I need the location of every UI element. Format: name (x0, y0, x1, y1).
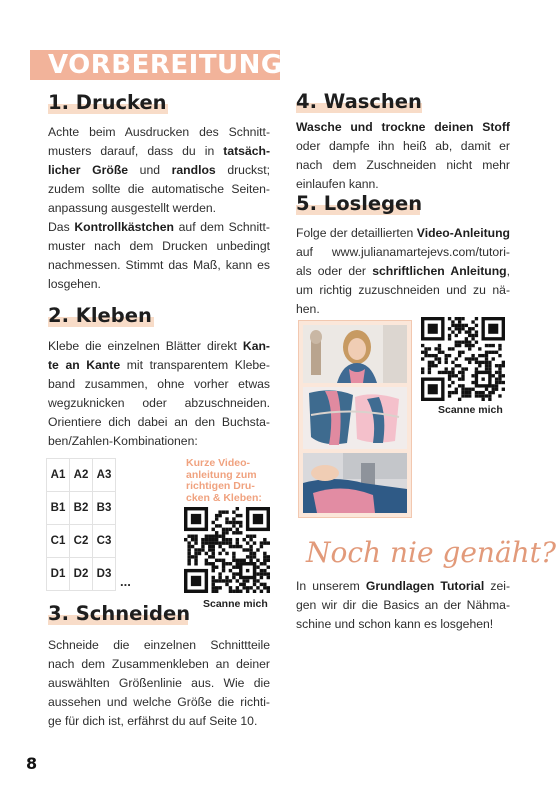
grid-cell: B3 (93, 492, 116, 525)
script-text: Noch nie genäht? (306, 536, 556, 569)
heading-loslegen: 5. Loslegen (296, 192, 423, 215)
text-drucken: Achte beim Ausdrucken des Schnitt- musters darauf, dass du in tatsäch- licher Größe und randlos druckst; zudem sollte die automatische Seiten- anpassung ausgestellt werden. Das Kontrollkästchen auf dem Schnitt- muster nach dem Drucken unbedingt nachmessen. Stimmt das Maß, kann es losgehen. (48, 125, 270, 291)
grid-cell: B2 (70, 492, 93, 525)
text-schneiden: Schneide die einzelnen Schnittteile nach dem Zusammenkleben an deiner auswählten Größenlinie aus. Wie die aussehen und welche Größe die richti- ge für dich ist, erfährst du auf Seite 10. (48, 638, 270, 728)
photo-presenter (303, 325, 407, 383)
photo-sewing (303, 453, 407, 513)
qr-code[interactable] (184, 507, 270, 593)
grid-cell: B1 (47, 492, 70, 525)
grid-cell: D2 (70, 558, 93, 591)
heading-drucken: 1. Drucken (48, 91, 167, 114)
grid-cell: C3 (93, 525, 116, 558)
script-heading (300, 520, 556, 580)
grid-more: ... (120, 574, 131, 589)
page-grid-table (46, 458, 116, 591)
heading-waschen: 4. Waschen (296, 90, 422, 113)
page-number: 8 (26, 754, 38, 773)
text-noch-nie: In unserem Grundlagen Tutorial zei- gen wir dir die Basics an der Nähma- schine und schon kann es losgehen! (296, 579, 511, 631)
grid-cell: C2 (70, 525, 93, 558)
grid-cell: A3 (93, 459, 116, 492)
text-loslegen: Folge der detaillierten Video-Anleitung auf www.julianamartejevs.com/tutori- als oder der schriftlichen Anleitung, um richtig zuzuschneiden und zu nä- hen. (296, 226, 510, 316)
scan-label: Scanne mich (203, 598, 268, 610)
page-title: VORBEREITUNG (48, 50, 283, 80)
grid-cell: C1 (47, 525, 70, 558)
text-waschen: Wasche und trockne deinen Stoff oder dampfe ihn heiß ab, damit er nach dem Zuschneiden nicht mehr einlaufen kann. (296, 120, 510, 191)
grid-cell: D1 (47, 558, 70, 591)
grid-cell: A1 (47, 459, 70, 492)
grid-cell: A2 (70, 459, 93, 492)
photo-garment (303, 387, 407, 449)
scan-label: Scanne mich (438, 404, 503, 416)
heading-kleben: 2. Kleben (48, 304, 152, 327)
heading-schneiden: 3. Schneiden (48, 602, 191, 625)
grid-cell: D3 (93, 558, 116, 591)
video-note: Kurze Video-anleitung zum richtigen Dru-cken & Kleben: (186, 457, 262, 504)
photo-collage (298, 320, 412, 518)
text-kleben: Klebe die einzelnen Blätter direkt Kan- te an Kante mit transparentem Klebe- band zusammen, ohne vorher etwas wegzuknicken oder abzuschneiden. Orientiere dich dabei an den Buchsta- ben/Zahlen-Kombinationen: (48, 339, 270, 448)
qr-code[interactable] (421, 317, 505, 401)
